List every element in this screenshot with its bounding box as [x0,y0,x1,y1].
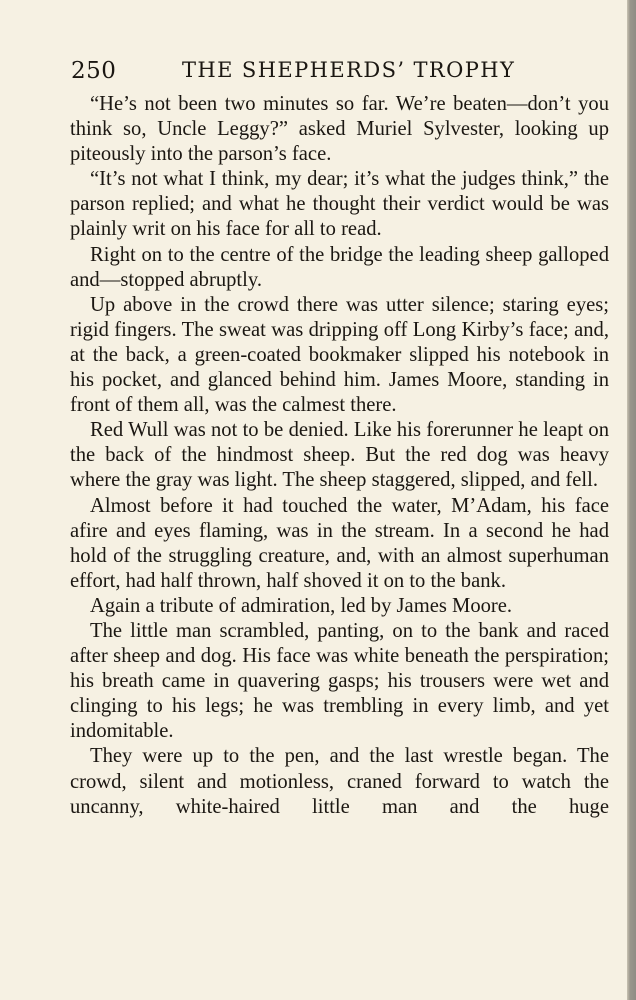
page-header [71,58,606,90]
paragraph: Again a tribute of admiration, led by James Moore. [90,594,513,617]
paragraph: Almost before it had touched the water, M’Adam, his face afire and eyes flaming, was in the stream. In a second he had hold of the struggling creature, and, with an almost superhuman effort, had half thrown, half shoved it on to the bank. [70,494,609,592]
paragraph-last: They were up to the pen, and the last wrestle began. The crowd, silent and motionless, craned forward to watch the uncanny, white-haired little man and the huge [70,745,609,818]
page-edge-shadow [627,0,636,1000]
paragraph: “It’s not what I think, my dear; it’s what the judges think,” the parson replied; and what he thought their verdict would be was plainly writ on his face for all to read. [70,168,609,241]
paragraph: Up above in the crowd there was utter silence; staring eyes; rigid fingers. The sweat was dripping off Long Kirby’s face; and, at the back, a green-coated bookmaker slipped his notebook in his pocket, and glanced behind him. James Moore, standing in front of them all, was the calmest there. [70,293,609,417]
page-number: 250 [71,58,117,84]
paragraph: Right on to the centre of the bridge the leading sheep galloped and—stopped abruptly. [70,243,609,291]
paragraph: The little man scrambled, panting, on to the bank and raced after sheep and dog. His face was white beneath the perspiration; his breath came in quavering gasps; his trousers were wet and clinging to his legs; he was trembling in every limb, and yet indomitable. [70,619,609,743]
paragraph: Red Wull was not to be denied. Like his forerunner he leapt on the back of the hindmost sheep. But the red dog was heavy where the gray was light. The sheep staggered, slipped, and fell. [70,419,609,492]
body-text [70,92,609,820]
running-title: THE SHEPHERDS’ TROPHY [182,58,516,82]
paragraph: “He’s not been two minutes so far. We’re beaten—don’t you think so, Uncle Leggy?” asked Muriel Sylvester, looking up piteously into the parson’s face. [70,93,609,166]
